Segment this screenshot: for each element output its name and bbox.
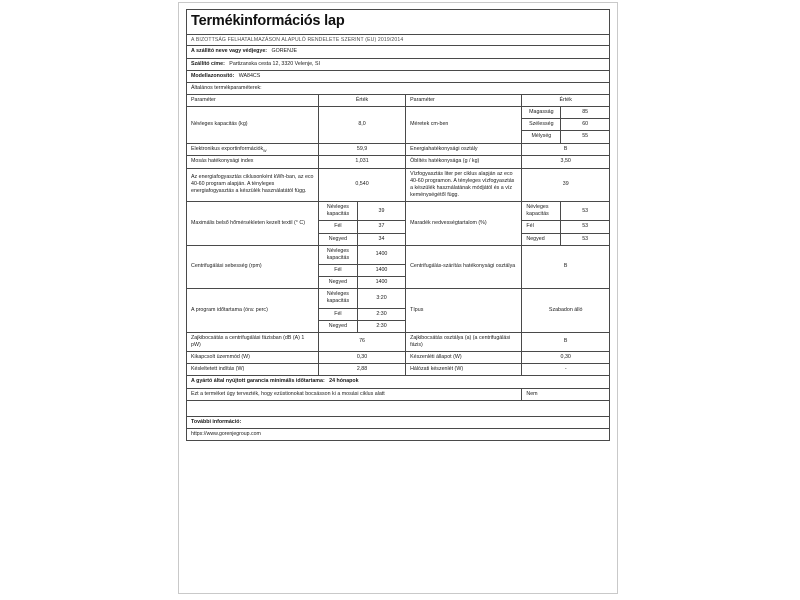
rinse-efficiency-value: 3,50 (522, 156, 610, 168)
off-mode-label: Kikapcsolt üzemmód (W) (187, 352, 319, 364)
noise-value: 76 (318, 332, 405, 351)
moisture-name-half: Fél (522, 221, 561, 233)
water-consumption-label: Vízfogyasztás liter per ciklus alapján az eco 40-60 programon. A tényleges vízfogyasztás a készülék használatának módjától és a víz keménységétől függ. (406, 168, 522, 202)
dimension-value-depth: 55 (561, 131, 610, 143)
dimension-name-width: Szélesség (522, 119, 561, 131)
spin-speed-value-half: 1400 (357, 265, 405, 277)
spin-speed-name-quarter: Negyed (318, 277, 357, 289)
max-temp-value-half: 37 (357, 221, 405, 233)
silver-ions-value: Nem (522, 388, 610, 400)
type-value: Szabadon álló (522, 289, 610, 333)
network-standby-value: - (522, 364, 610, 376)
energy-consumption-value: 0,540 (318, 168, 405, 202)
spin-drying-class-value: B (522, 245, 610, 289)
delay-network-row (187, 364, 610, 376)
dimension-value-width: 60 (561, 119, 610, 131)
warranty-label: A gyártó által nyújtott garancia minimális időtartama: (191, 378, 325, 385)
program-duration-name-half: Fél (318, 308, 357, 320)
supplier-name-value: GORENJE (271, 48, 298, 55)
wash-index-rinse-row (187, 156, 610, 168)
max-temp-label: Maximális belső hőmérsékleten kezelt textil (° C) (187, 202, 319, 246)
rinse-efficiency-label: Öblítés hatékonysága (g / kg) (406, 156, 522, 168)
standby-label: Készenléti állapot (W) (406, 352, 522, 364)
supplier-address-cell (187, 58, 610, 70)
model-row (187, 70, 610, 82)
delay-start-label: Késleltetett indítás (W) (187, 364, 319, 376)
spin-speed-name-half: Fél (318, 265, 357, 277)
general-params-row (187, 82, 610, 94)
supplier-name-label: A szállító neve vagy védjegye: (191, 48, 268, 55)
warranty-cell (187, 376, 610, 388)
silver-ions-row (187, 388, 610, 400)
moisture-value-quarter: 53 (561, 233, 610, 245)
more-info-label: További információ: (191, 418, 242, 425)
energy-class-value: B (522, 143, 610, 156)
dimension-value-height: 85 (561, 107, 610, 119)
program-duration-value-quarter: 2:30 (357, 320, 405, 332)
noise-row (187, 332, 610, 351)
program-duration-value-rated: 3:20 (357, 289, 405, 308)
water-consumption-value: 39 (522, 168, 610, 202)
duration-row-1 (187, 289, 610, 308)
title-cell (187, 10, 610, 35)
delay-start-value: 2,88 (318, 364, 405, 376)
energy-consumption-label: Az energiafogyasztás ciklusonként kWh-ban, az eco 40-60 program alapján. A tényleges energiafogyasztás a készülék használatától függ. (187, 168, 319, 202)
dimensions-label: Méretek cm-ben (406, 107, 522, 143)
header-parameter-right: Paraméter (406, 95, 522, 107)
more-info-cell (187, 416, 610, 428)
supplier-address-value: Partizanska cesta 12, 3320 Velenje, SI (229, 60, 320, 67)
program-duration-value-half: 2:30 (357, 308, 405, 320)
model-value: WA84CS (238, 72, 261, 79)
moisture-name-quarter: Negyed (522, 233, 561, 245)
header-value-left: Érték (318, 95, 405, 107)
supplier-name-row (187, 46, 610, 58)
temp-moisture-row-1 (187, 202, 610, 221)
spin-row-1 (187, 245, 610, 264)
moisture-value-rated: 53 (561, 202, 610, 221)
type-label: Típus (406, 289, 522, 333)
eei-energy-class-row (187, 143, 610, 156)
noise-label: Zajkibocsátás a centrifugálási fázisban (dB (A) 1 pW) (187, 332, 319, 351)
warranty-value: 24 hónapok (329, 378, 359, 385)
supplier-address-row (187, 58, 610, 70)
capacity-dimensions-row-1 (187, 107, 610, 119)
off-standby-row (187, 352, 610, 364)
capacity-label: Névleges kapacitás (kg) (187, 107, 319, 143)
eei-value: 59,9 (318, 143, 405, 156)
capacity-value: 8,0 (318, 107, 405, 143)
warranty-row (187, 376, 610, 388)
website-link[interactable]: https://www.gorenjegroup.com (191, 430, 261, 437)
standby-value: 0,30 (522, 352, 610, 364)
silver-ions-label: Ezt a terméket úgy tervezték, hogy ezüstionokat bocsásson ki a mosási ciklus alatt (187, 388, 522, 400)
wash-index-value: 1,031 (318, 156, 405, 168)
dimension-name-height: Magasság (522, 107, 561, 119)
subtitle-row (187, 34, 610, 46)
eei-label (187, 143, 319, 156)
spin-drying-class-label: Centrifugálás-szárítás hatékonysági osztálya (406, 245, 522, 289)
spacer-cell (187, 400, 610, 416)
max-temp-name-rated: Névleges kapacitás (318, 202, 357, 221)
eei-label-text: Elektronikus exportinformációk (191, 145, 264, 152)
model-label: Modellazonosító: (191, 72, 235, 79)
max-temp-value-quarter: 34 (357, 233, 405, 245)
moisture-label: Maradék nedvességtartalom (%) (406, 202, 522, 246)
max-temp-value-rated: 39 (357, 202, 405, 221)
url-cell[interactable] (187, 428, 610, 440)
noise-class-label: Zajkibocsátás osztálya (a) (a centrifugálási fázis) (406, 332, 522, 351)
url-row (187, 428, 610, 440)
column-header-row (187, 95, 610, 107)
spin-speed-value-quarter: 1400 (357, 277, 405, 289)
general-params-label: Általános termékparaméterek: (187, 82, 610, 94)
spacer-row (187, 400, 610, 416)
wash-index-label: Mosás hatékonysági index (187, 156, 319, 168)
regulation-subtitle: A BIZOTTSÁG FELHATALMAZÁSON ALAPULÓ RENDELETE SZERINT (EU) 2019/2014 (191, 36, 404, 43)
program-duration-name-rated: Névleges kapacitás (318, 289, 357, 308)
supplier-name-cell (187, 46, 610, 58)
off-mode-value: 0,30 (318, 352, 405, 364)
header-parameter-left: Paraméter (187, 95, 319, 107)
noise-class-value: B (522, 332, 610, 351)
page-title: Termékinformációs lap (191, 13, 345, 29)
product-information-sheet (178, 2, 618, 594)
energy-class-label: Energiahatékonysági osztály (406, 143, 522, 156)
model-cell (187, 70, 610, 82)
subtitle-cell (187, 34, 610, 46)
product-fiche-table (186, 9, 610, 441)
title-row (187, 10, 610, 35)
program-duration-label: A program időtartama (óra: perc) (187, 289, 319, 333)
spin-speed-name-rated: Névleges kapacitás (318, 245, 357, 264)
eei-label-subscript: W (263, 148, 267, 153)
program-duration-name-quarter: Negyed (318, 320, 357, 332)
dimension-name-depth: Mélység (522, 131, 561, 143)
spin-speed-value-rated: 1400 (357, 245, 405, 264)
header-value-right: Érték (522, 95, 610, 107)
consumption-row (187, 168, 610, 202)
max-temp-name-quarter: Negyed (318, 233, 357, 245)
more-info-row (187, 416, 610, 428)
supplier-address-label: Szállító címe: (191, 60, 225, 67)
moisture-name-rated: Névleges kapacitás (522, 202, 561, 221)
moisture-value-half: 53 (561, 221, 610, 233)
spin-speed-label: Centrifugálási sebesség (rpm) (187, 245, 319, 289)
max-temp-name-half: Fél (318, 221, 357, 233)
network-standby-label: Hálózati készenlét (W) (406, 364, 522, 376)
